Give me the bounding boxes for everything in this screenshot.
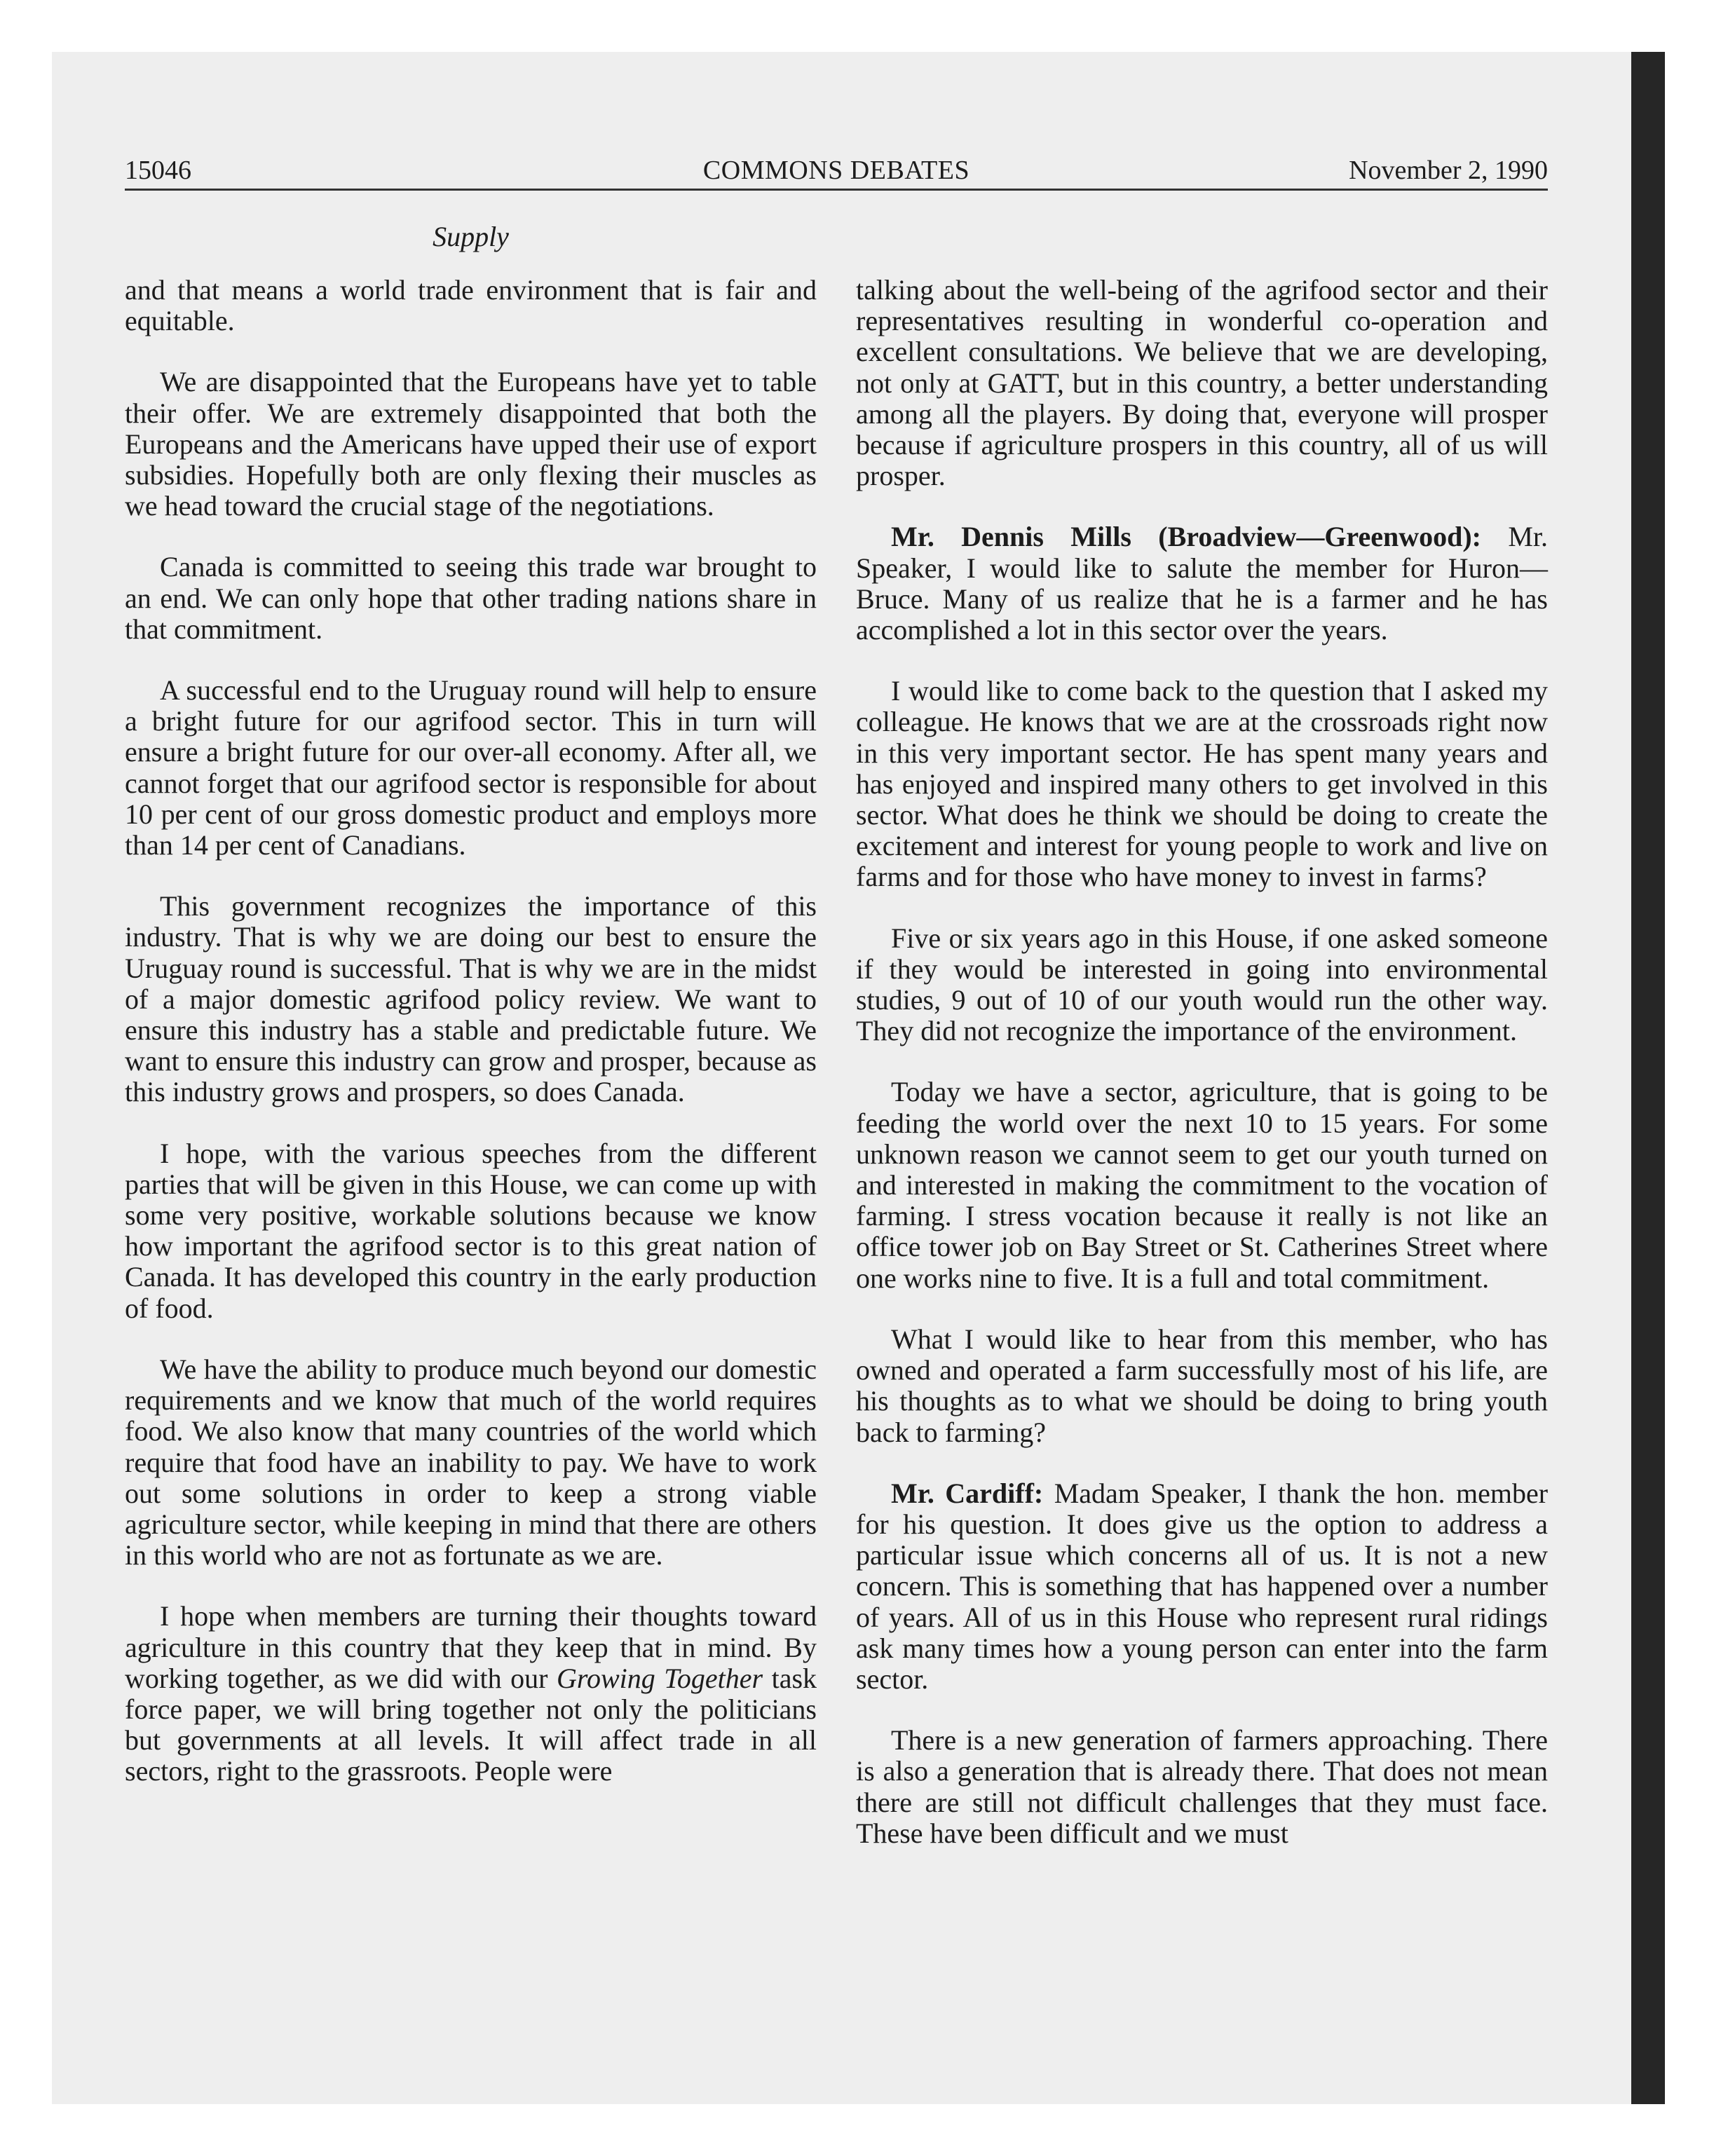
- speaker-name: Mr. Cardiff:: [891, 1477, 1044, 1509]
- right-column: [856, 275, 1548, 1849]
- paragraph: We have the ability to produce much beyond our domestic requirements and we know that much of the world requires food. We also know that many countries of the world which require that food have an inability to pay. We have to work out some solutions in order to keep a strong viable agriculture sector, while keeping in mind that there are others in this world who are not as fortunate as we are.: [125, 1353, 817, 1571]
- speaker-name: Mr. Dennis Mills (Broadview—Greenwood):: [891, 521, 1481, 553]
- paragraph: I would like to come back to the question that I asked my colleague. He knows that we are at the crossroads right now in this very important sector. He has spent many years and has enjoyed and inspired many others to get involved in this sector. What does he think we should be doing to create the excitement and interest for young people to work and live on farms and for those who have money to invest in farms?: [856, 675, 1548, 893]
- running-header: [125, 153, 1548, 188]
- paragraph: [856, 521, 1548, 646]
- section-label: Supply: [433, 221, 509, 252]
- header-rule: [125, 189, 1548, 191]
- report-title: Growing Together: [556, 1662, 763, 1694]
- paragraph: talking about the well-being of the agrifood sector and their representatives resulting in wonderful co-operation and excellent consultations. We believe that we are developing, not only at GATT, but in this country, a better understanding among all the players. By doing that, everyone will prosper because if agriculture prospers in this country, all of us will prosper.: [856, 274, 1548, 492]
- paragraph-text: Madam Speaker, I thank the hon. member for his question. It does give us the option to address a particular issue which concerns all of us. It is not a new concern. This is something that has happened over a number of years. All of us in this House who represent rural ridings ask many times how a young person can enter into the farm sector.: [856, 1477, 1549, 1695]
- paragraph: Today we have a sector, agriculture, that is going to be feeding the world over the next 10 to 15 years. For some unknown reason we cannot seem to get our youth turned on and interested in making the commitment to the vocation of farming. I stress vocation because it really is not like an office tower job on Bay Street or St. Catherines Street where one works nine to five. It is a full and total commitment.: [856, 1076, 1548, 1294]
- paragraph: [856, 1478, 1548, 1695]
- paragraph-text: Mr. Speaker, I would like to salute the member for Huron—Bruce. Many of us realize that he is a farmer and he has accomplished a lot in this sector over the years.: [856, 521, 1548, 646]
- scan-edge-shadow: [1631, 52, 1665, 2104]
- left-column: [125, 275, 817, 1787]
- page-number: 15046: [125, 156, 191, 185]
- paragraph: There is a new generation of farmers approaching. There is also a generation that is already there. That does not mean there are still not difficult challenges that they must face. These have been difficult and we must: [856, 1724, 1548, 1849]
- paragraph: [125, 1601, 817, 1787]
- paragraph-text: I hope when members are turning their thoughts toward agriculture in this country that they keep that in mind. By working together, as we did with our: [125, 1600, 817, 1694]
- paragraph: I hope, with the various speeches from the different parties that will be given in this House, we can come up with some very positive, workable solutions because we know how important the agrifood sector is to this great nation of Canada. It has developed this country in the early production of food.: [125, 1137, 817, 1324]
- paragraph: Five or six years ago in this House, if one asked someone if they would be interested in going into environmental studies, 9 out of 10 of our youth would run the other way. They did not recognize the importance of the environment.: [856, 922, 1548, 1047]
- paragraph-text: task force paper, we will bring together not only the politicians but governments at all levels. It will affect trade in all sectors, right to the grassroots. People were: [125, 1662, 817, 1787]
- paragraph: We are disappointed that the Europeans have yet to table their offer. We are extremely disappointed that both the Europeans and the Americans have upped their use of export subsidies. Hopefully both are only flexing their muscles as we head toward the crucial stage of the negotiations.: [125, 366, 817, 522]
- journal-title: COMMONS DEBATES: [702, 156, 970, 185]
- paragraph: Canada is committed to seeing this trade war brought to an end. We can only hope that other trading nations share in that commitment.: [125, 551, 817, 645]
- paragraph: and that means a world trade environment that is fair and equitable.: [125, 274, 817, 337]
- page-date: November 2, 1990: [1349, 156, 1548, 185]
- paragraph: What I would like to hear from this member, who has owned and operated a farm successfully most of his life, are his thoughts as to what we should be doing to bring youth back to farming?: [856, 1323, 1548, 1448]
- paragraph: This government recognizes the importance of this industry. That is why we are doing our best to ensure the Uruguay round is successful. That is why we are in the midst of a major domestic agrifood policy review. We want to ensure this industry has a stable and predictable future. We want to ensure this industry can grow and prosper, because as this industry grows and prospers, so does Canada.: [125, 890, 817, 1108]
- paragraph: A successful end to the Uruguay round will help to ensure a bright future for our agrifood sector. This in turn will ensure a bright future for our over-all economy. After all, we cannot forget that our agrifood sector is responsible for about 10 per cent of our gross domestic product and employs more than 14 per cent of Canadians.: [125, 674, 817, 861]
